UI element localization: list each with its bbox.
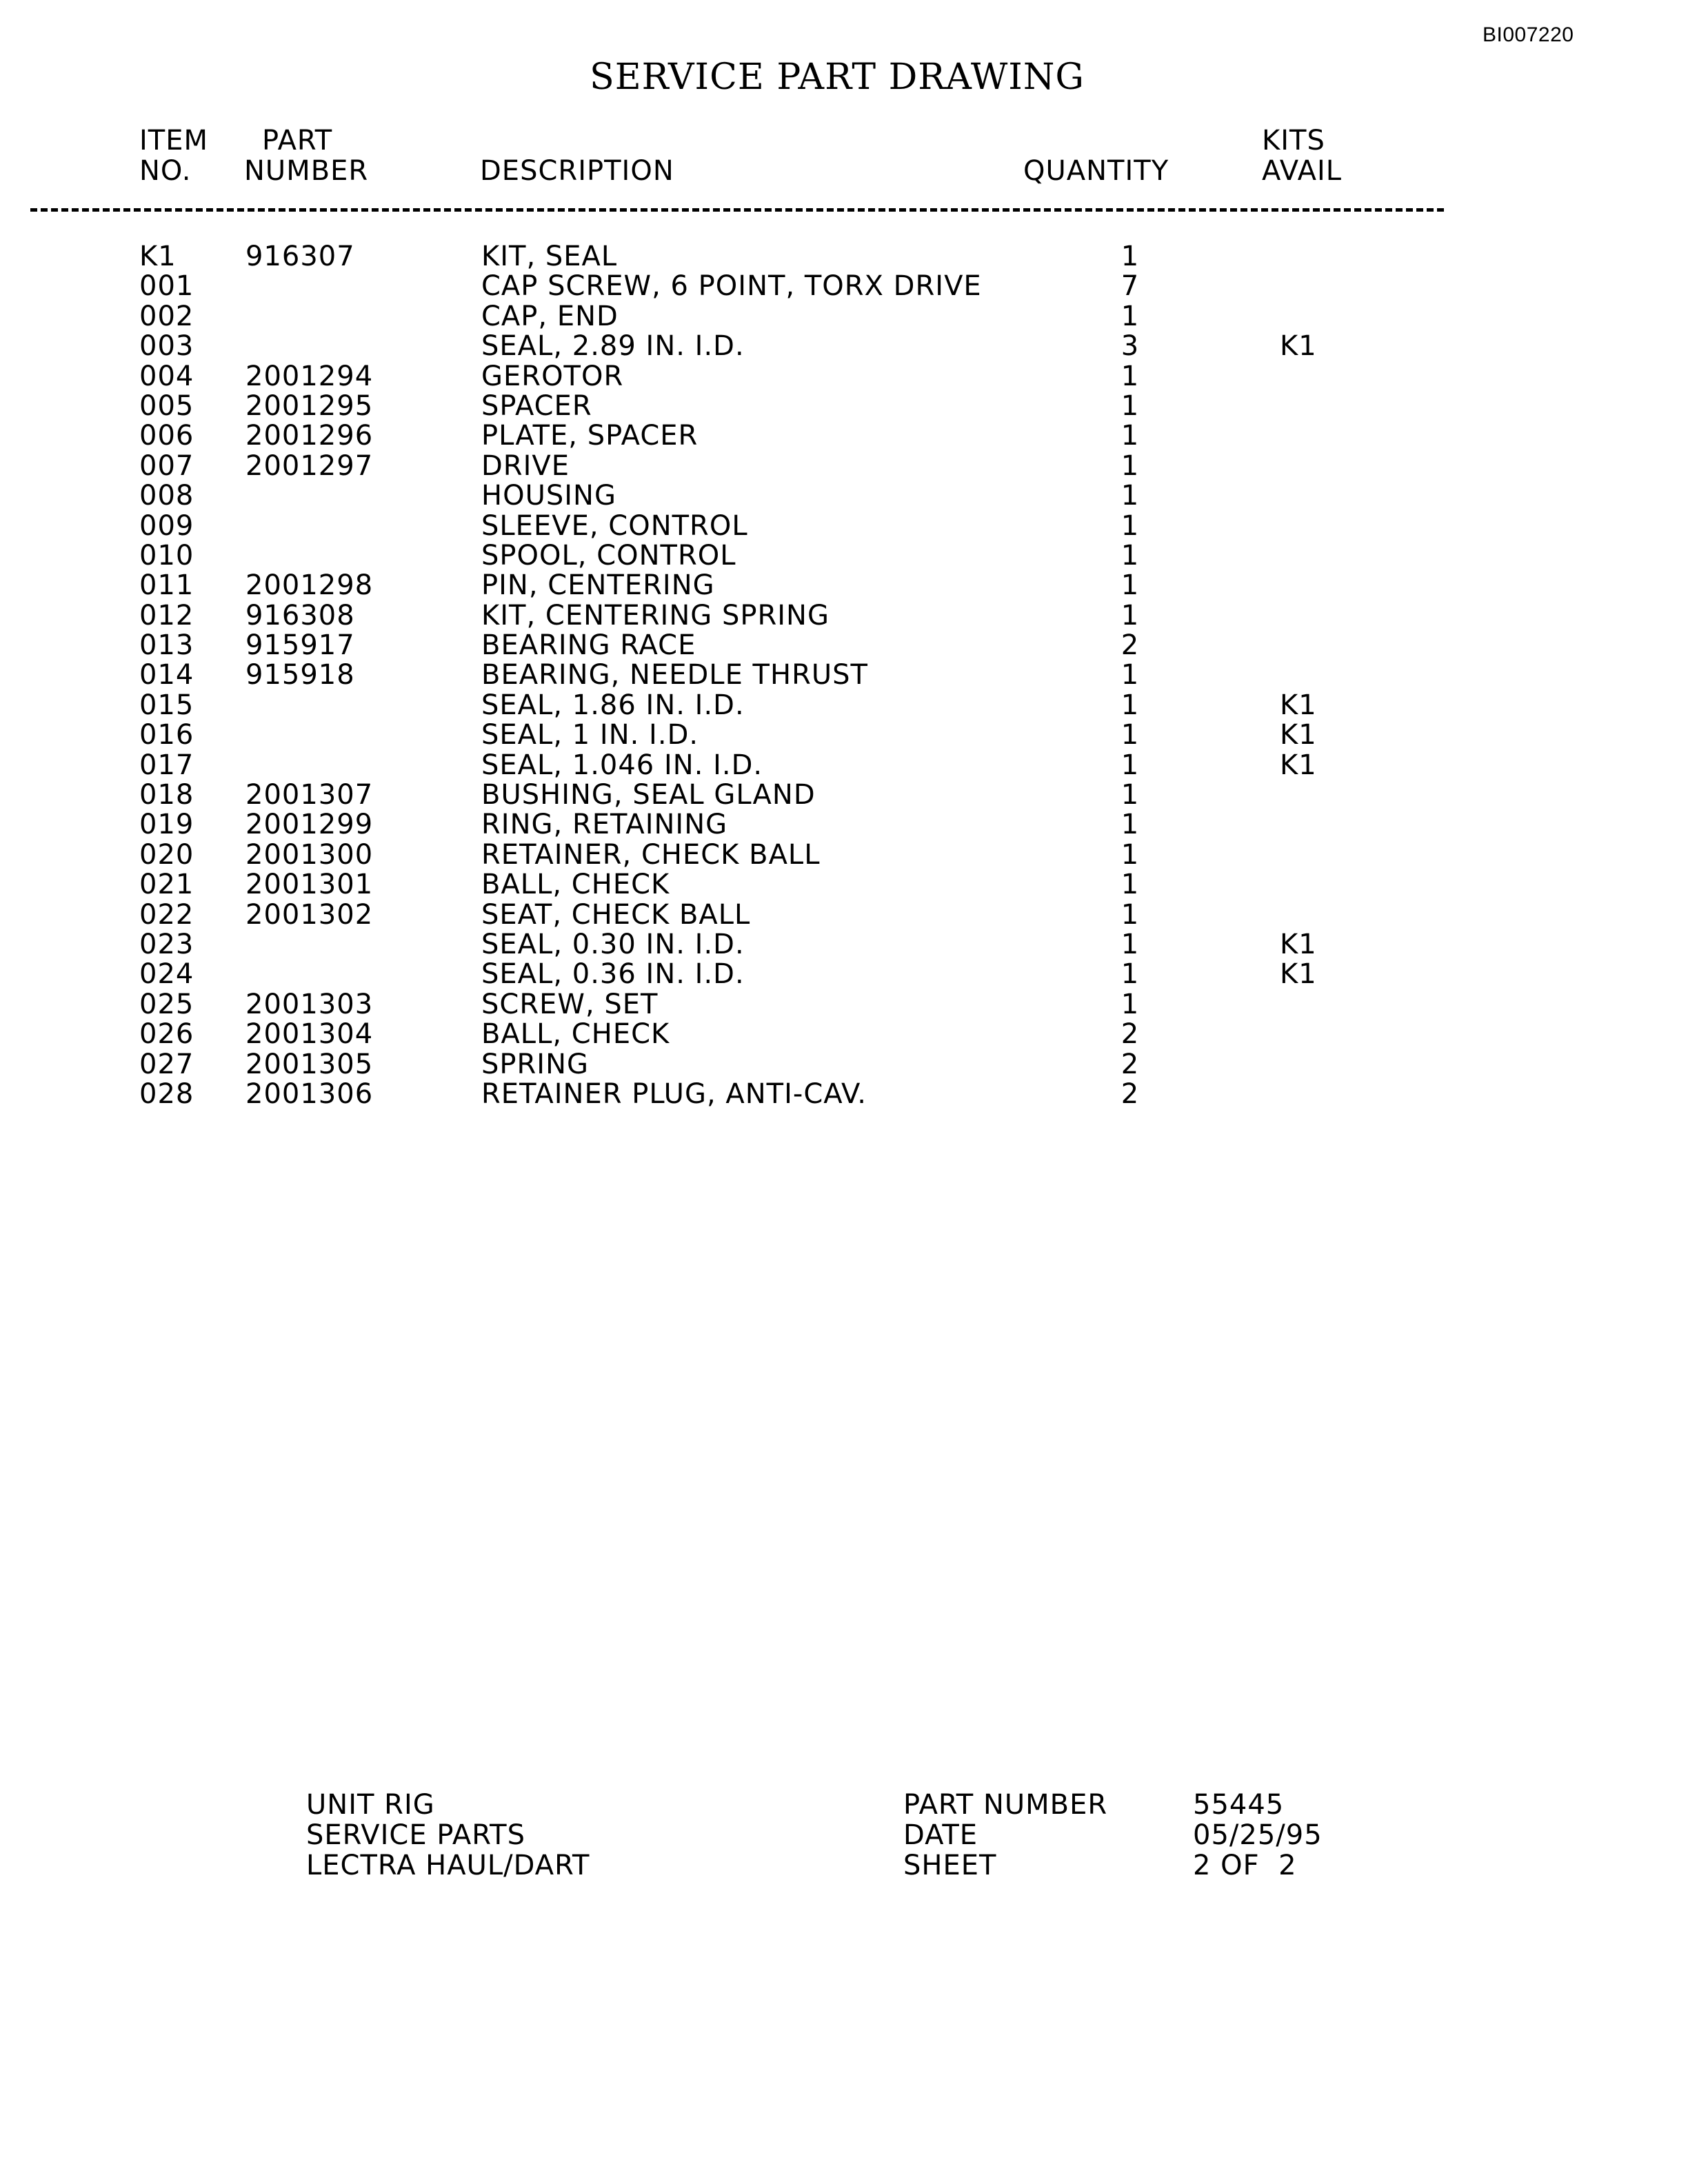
description: SEAL, 2.89 IN. I.D. [481, 330, 745, 363]
item-number: 001 [139, 270, 194, 303]
quantity: 7 [1121, 270, 1140, 303]
description: SEAL, 1 IN. I.D. [481, 719, 699, 751]
description: RING, RETAINING [481, 809, 728, 841]
description: BEARING RACE [481, 629, 696, 662]
quantity: 1 [1121, 809, 1140, 841]
quantity: 1 [1121, 779, 1140, 811]
footer-company: UNIT RIG [306, 1789, 435, 1821]
part-number: 2001303 [245, 988, 374, 1020]
quantity: 1 [1121, 838, 1140, 871]
item-number: 018 [139, 779, 194, 811]
quantity: 1 [1121, 898, 1140, 931]
item-number: 019 [139, 809, 194, 841]
table-row [0, 959, 1688, 989]
table-row [0, 421, 1688, 450]
quantity: 1 [1121, 420, 1140, 452]
part-number: 2001295 [245, 390, 374, 422]
table-row [0, 301, 1688, 331]
quantity: 2 [1121, 1018, 1140, 1051]
table-row [0, 630, 1688, 660]
item-number: 014 [139, 659, 194, 691]
part-number: 916307 [245, 241, 355, 272]
part-number: 2001300 [245, 838, 374, 871]
page-title: SERVICE PART DRAWING [590, 57, 1085, 98]
item-number: 002 [139, 300, 194, 332]
quantity: 1 [1121, 480, 1140, 512]
description: RETAINER, CHECK BALL [481, 838, 821, 871]
table-row [0, 511, 1688, 540]
table-row [0, 451, 1688, 481]
footer-product: LECTRA HAUL/DART [306, 1850, 590, 1881]
quantity: 1 [1121, 928, 1140, 960]
part-number: 2001299 [245, 809, 374, 841]
part-number: 2001297 [245, 449, 374, 482]
item-number: 003 [139, 330, 194, 363]
quantity: 2 [1121, 1048, 1140, 1080]
description: BALL, CHECK [481, 1018, 670, 1051]
table-row [0, 540, 1688, 570]
table-row [0, 1049, 1688, 1079]
document-id: BI007220 [1483, 23, 1574, 46]
quantity: 1 [1121, 539, 1140, 572]
item-number: K1 [139, 241, 177, 272]
footer-date-label: DATE [903, 1819, 978, 1851]
item-number: 013 [139, 629, 194, 662]
description: SPOOL, CONTROL [481, 539, 736, 572]
quantity: 3 [1121, 330, 1140, 363]
description: BALL, CHECK [481, 869, 670, 901]
quantity: 1 [1121, 569, 1140, 602]
header-item-line2: NO. [139, 155, 192, 187]
quantity: 1 [1121, 599, 1140, 631]
quantity: 1 [1121, 749, 1140, 781]
header-quantity: QUANTITY [1023, 155, 1169, 187]
quantity: 2 [1121, 1078, 1140, 1110]
footer-department: SERVICE PARTS [306, 1819, 525, 1851]
kit-available: K1 [1280, 928, 1317, 960]
kit-available: K1 [1280, 330, 1317, 363]
item-number: 008 [139, 480, 194, 512]
quantity: 1 [1121, 360, 1140, 392]
item-number: 016 [139, 719, 194, 751]
table-row [0, 1019, 1688, 1049]
footer-sheet-value: 2 OF 2 [1193, 1850, 1297, 1881]
part-number: 2001301 [245, 869, 374, 901]
table-row [0, 720, 1688, 749]
table-row [0, 271, 1688, 301]
table-row [0, 481, 1688, 510]
footer-date-value: 05/25/95 [1193, 1819, 1323, 1851]
item-number: 006 [139, 420, 194, 452]
header-item-line1: ITEM [139, 125, 209, 156]
kit-available: K1 [1280, 958, 1317, 991]
description: DRIVE [481, 449, 570, 482]
footer-sheet-label: SHEET [903, 1850, 997, 1881]
description: SEAL, 0.30 IN. I.D. [481, 928, 745, 960]
description: CAP, END [481, 300, 619, 332]
quantity: 1 [1121, 449, 1140, 482]
description: GEROTOR [481, 360, 624, 392]
quantity: 1 [1121, 390, 1140, 422]
description: SLEEVE, CONTROL [481, 509, 748, 542]
item-number: 011 [139, 569, 194, 602]
quantity: 1 [1121, 300, 1140, 332]
description: SEAL, 0.36 IN. I.D. [481, 958, 745, 991]
item-number: 012 [139, 599, 194, 631]
table-row [0, 989, 1688, 1019]
part-number: 2001294 [245, 360, 374, 392]
table-row [0, 869, 1688, 899]
description: BUSHING, SEAL GLAND [481, 779, 816, 811]
item-number: 020 [139, 838, 194, 871]
item-number: 017 [139, 749, 194, 781]
kit-available: K1 [1280, 689, 1317, 721]
part-number: 915917 [245, 629, 355, 662]
quantity: 1 [1121, 719, 1140, 751]
description: CAP SCREW, 6 POINT, TORX DRIVE [481, 270, 982, 303]
part-number: 2001306 [245, 1078, 374, 1110]
table-row [0, 780, 1688, 809]
item-number: 009 [139, 509, 194, 542]
item-number: 022 [139, 898, 194, 931]
item-number: 004 [139, 360, 194, 392]
table-row [0, 809, 1688, 839]
item-number: 010 [139, 539, 194, 572]
part-number: 2001298 [245, 569, 374, 602]
part-number: 2001296 [245, 420, 374, 452]
quantity: 1 [1121, 988, 1140, 1020]
description: SEAL, 1.86 IN. I.D. [481, 689, 745, 721]
item-number: 026 [139, 1018, 194, 1051]
header-divider [30, 208, 1444, 212]
table-row [0, 361, 1688, 391]
header-description: DESCRIPTION [480, 155, 674, 187]
table-row [0, 750, 1688, 780]
item-number: 025 [139, 988, 194, 1020]
table-row [0, 570, 1688, 600]
header-part-line1: PART [262, 125, 333, 156]
part-number: 2001304 [245, 1018, 374, 1051]
description: HOUSING [481, 480, 616, 512]
table-row [0, 331, 1688, 361]
quantity: 1 [1121, 659, 1140, 691]
header-kits-line2: AVAIL [1262, 155, 1343, 187]
item-number: 005 [139, 390, 194, 422]
table-row [0, 840, 1688, 869]
table-row [0, 929, 1688, 959]
description: SCREW, SET [481, 988, 659, 1020]
part-number: 916308 [245, 599, 355, 631]
table-row [0, 900, 1688, 929]
item-number: 007 [139, 449, 194, 482]
table-row [0, 600, 1688, 630]
quantity: 1 [1121, 509, 1140, 542]
kit-available: K1 [1280, 719, 1317, 751]
header-kits-line1: KITS [1262, 125, 1325, 156]
item-number: 023 [139, 928, 194, 960]
quantity: 1 [1121, 869, 1140, 901]
description: KIT, SEAL [481, 241, 618, 272]
header-part-line2: NUMBER [244, 155, 369, 187]
part-number: 2001302 [245, 898, 374, 931]
quantity: 2 [1121, 629, 1140, 662]
table-row [0, 241, 1688, 271]
table-row [0, 391, 1688, 421]
item-number: 028 [139, 1078, 194, 1110]
item-number: 021 [139, 869, 194, 901]
item-number: 015 [139, 689, 194, 721]
kit-available: K1 [1280, 749, 1317, 781]
part-number: 2001307 [245, 779, 374, 811]
part-number: 915918 [245, 659, 355, 691]
footer-part-number-label: PART NUMBER [903, 1789, 1108, 1821]
description: SEAL, 1.046 IN. I.D. [481, 749, 763, 781]
table-row [0, 690, 1688, 720]
description: KIT, CENTERING SPRING [481, 599, 830, 631]
description: SPRING [481, 1048, 590, 1080]
table-row [0, 660, 1688, 689]
item-number: 027 [139, 1048, 194, 1080]
description: SPACER [481, 390, 592, 422]
quantity: 1 [1121, 241, 1140, 272]
table-row [0, 1079, 1688, 1109]
description: BEARING, NEEDLE THRUST [481, 659, 868, 691]
description: RETAINER PLUG, ANTI-CAV. [481, 1078, 867, 1110]
footer-part-number-value: 55445 [1193, 1789, 1285, 1821]
quantity: 1 [1121, 958, 1140, 991]
part-number: 2001305 [245, 1048, 374, 1080]
description: PLATE, SPACER [481, 420, 699, 452]
parts-table [0, 241, 1688, 1109]
description: PIN, CENTERING [481, 569, 715, 602]
item-number: 024 [139, 958, 194, 991]
description: SEAT, CHECK BALL [481, 898, 751, 931]
quantity: 1 [1121, 689, 1140, 721]
